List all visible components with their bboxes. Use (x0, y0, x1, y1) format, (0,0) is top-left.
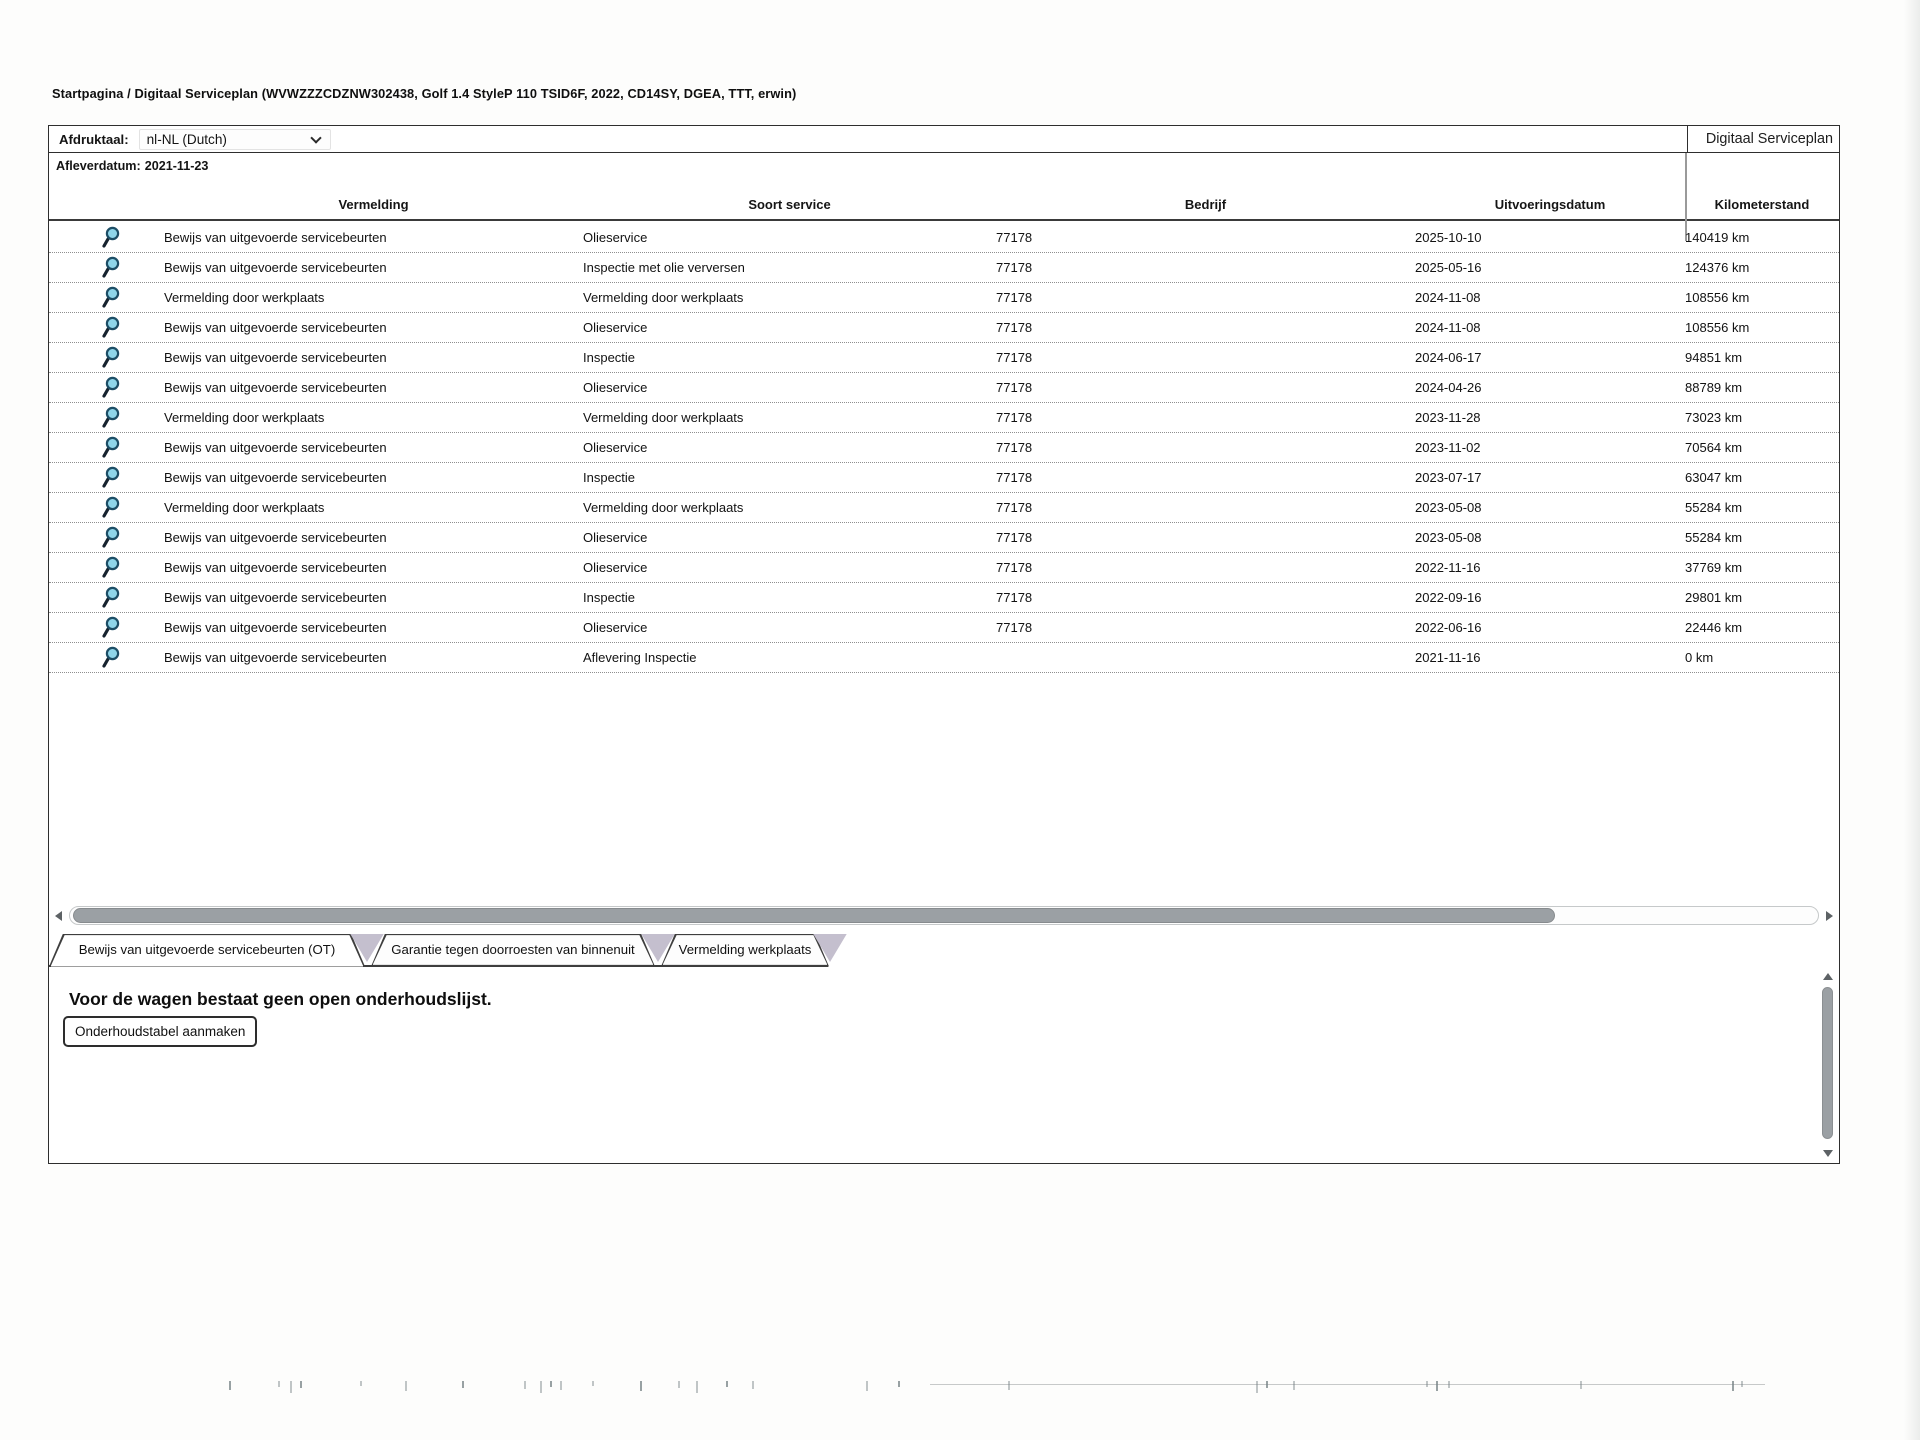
cell-bedrijf: 77178 (996, 230, 1033, 245)
horizontal-scrollbar-thumb[interactable] (73, 908, 1555, 923)
row-icon-cell (49, 286, 164, 309)
horizontal-scrollbar[interactable] (51, 904, 1837, 928)
table-row[interactable] (49, 553, 1839, 583)
print-language-select[interactable] (139, 129, 331, 150)
cell-soort-service: Inspectie (583, 590, 636, 605)
cell-soort-service: Inspectie met olie verversen (583, 260, 745, 275)
scan-artifact-tick (1008, 1381, 1010, 1390)
cell-soort-service: Olieservice (583, 530, 648, 545)
scan-artifact-tick (405, 1381, 407, 1391)
cell-soort-service: Inspectie (583, 350, 636, 365)
scan-artifact-tick (1256, 1381, 1258, 1393)
cell-bedrijf: 77178 (996, 350, 1033, 365)
cell-soort-service: Inspectie (583, 470, 636, 485)
magnifier-icon[interactable] (101, 256, 121, 279)
row-icon-cell (49, 316, 164, 339)
tab-2[interactable] (371, 934, 655, 967)
cell-vermelding: Bewijs van uitgevoerde servicebeurten (164, 380, 387, 395)
scan-artifact-tick (898, 1381, 900, 1387)
scroll-left-icon[interactable] (55, 911, 62, 921)
column-header-bedrijf[interactable]: Bedrijf (1184, 197, 1227, 212)
cell-uitvoeringsdatum: 2023-05-08 (1415, 530, 1482, 545)
cell-kilometerstand: 108556 km (1685, 290, 1750, 305)
table-row[interactable] (49, 373, 1839, 403)
table-body (49, 223, 1839, 673)
cell-bedrijf: 77178 (996, 260, 1033, 275)
row-icon-cell (49, 226, 164, 249)
cell-kilometerstand: 70564 km (1685, 440, 1743, 455)
cell-vermelding: Bewijs van uitgevoerde servicebeurten (164, 590, 387, 605)
magnifier-icon[interactable] (101, 376, 121, 399)
column-header-uitvoeringsdatum[interactable]: Uitvoeringsdatum (1494, 197, 1606, 212)
table-row[interactable] (49, 283, 1839, 313)
scan-artifact-tick (560, 1381, 562, 1390)
column-header-soort-service[interactable]: Soort service (748, 197, 831, 212)
tab-bar (49, 934, 909, 970)
table-row[interactable] (49, 523, 1839, 553)
cell-bedrijf: 77178 (996, 440, 1033, 455)
scan-artifact-tick (290, 1381, 292, 1393)
delivery-date-value: 2021-11-23 (144, 158, 209, 173)
table-row[interactable] (49, 643, 1839, 673)
print-language-value: nl-NL (Dutch) (146, 131, 227, 147)
cell-uitvoeringsdatum: 2024-04-26 (1415, 380, 1482, 395)
cell-uitvoeringsdatum: 2022-11-16 (1415, 560, 1481, 575)
cell-kilometerstand: 94851 km (1685, 350, 1743, 365)
delivery-date-label: Afleverdatum: (56, 158, 141, 173)
cell-uitvoeringsdatum: 2025-10-10 (1415, 230, 1482, 245)
cell-kilometerstand: 63047 km (1685, 470, 1743, 485)
scan-artifact-tick (1293, 1381, 1295, 1390)
magnifier-icon[interactable] (101, 286, 121, 309)
scan-artifacts (200, 1381, 1780, 1399)
tab-label: Garantie tegen doorroesten van binnenuit (391, 941, 635, 957)
horizontal-scrollbar-track[interactable] (69, 906, 1819, 925)
cell-vermelding: Vermelding door werkplaats (164, 290, 325, 305)
cell-soort-service: Olieservice (583, 320, 648, 335)
cell-soort-service: Olieservice (583, 620, 648, 635)
cell-vermelding: Vermelding door werkplaats (164, 410, 325, 425)
row-icon-cell (49, 526, 164, 549)
magnifier-icon[interactable] (101, 346, 121, 369)
cell-uitvoeringsdatum: 2023-07-17 (1415, 470, 1482, 485)
table-row[interactable] (49, 463, 1839, 493)
scan-artifact-tick (300, 1381, 302, 1388)
row-icon-cell (49, 376, 164, 399)
cell-kilometerstand: 55284 km (1685, 530, 1743, 545)
cell-vermelding: Vermelding door werkplaats (164, 500, 325, 515)
row-icon-cell (49, 586, 164, 609)
cell-uitvoeringsdatum: 2022-09-16 (1415, 590, 1482, 605)
cell-bedrijf: 77178 (996, 500, 1033, 515)
cell-kilometerstand: 88789 km (1685, 380, 1743, 395)
column-header-vermelding[interactable]: Vermelding (338, 197, 409, 212)
table-header (49, 191, 1839, 221)
breadcrumb[interactable]: Startpagina / Digitaal Serviceplan (WVWZZZCDZNW302438, Golf 1.4 StyleP 110 TSID6F, 2022, CD14SY, DGEA, TTT, erwin) (52, 86, 797, 101)
cell-vermelding: Bewijs van uitgevoerde servicebeurten (164, 230, 387, 245)
cell-soort-service: Olieservice (583, 230, 648, 245)
cell-bedrijf: 77178 (996, 560, 1033, 575)
tab-1[interactable] (49, 934, 365, 967)
scan-artifact-tick (726, 1381, 728, 1387)
cell-soort-service: Olieservice (583, 440, 648, 455)
serviceplan-panel (48, 153, 1840, 1164)
table-row[interactable] (49, 253, 1839, 283)
cell-kilometerstand: 29801 km (1685, 590, 1743, 605)
scan-artifact-tick (550, 1381, 552, 1387)
cell-soort-service: Olieservice (583, 380, 648, 395)
cell-vermelding: Bewijs van uitgevoerde servicebeurten (164, 650, 387, 665)
cell-kilometerstand: 22446 km (1685, 620, 1743, 635)
magnifier-icon[interactable] (101, 436, 121, 459)
cell-vermelding: Bewijs van uitgevoerde servicebeurten (164, 350, 387, 365)
magnifier-icon[interactable] (101, 586, 121, 609)
cell-uitvoeringsdatum: 2024-11-08 (1415, 320, 1481, 335)
cell-bedrijf: 77178 (996, 620, 1033, 635)
scan-artifact-line (930, 1384, 1765, 1385)
scan-artifact-tick (278, 1381, 280, 1387)
magnifier-icon[interactable] (101, 466, 121, 489)
row-icon-cell (49, 466, 164, 489)
cell-kilometerstand: 124376 km (1685, 260, 1750, 275)
table-row[interactable] (49, 583, 1839, 613)
cell-soort-service: Vermelding door werkplaats (583, 410, 744, 425)
cell-vermelding: Bewijs van uitgevoerde servicebeurten (164, 320, 387, 335)
cell-bedrijf: 77178 (996, 470, 1033, 485)
scan-artifact-tick (696, 1381, 698, 1393)
tab-label: Bewijs van uitgevoerde servicebeurten (OT) (78, 941, 336, 957)
table-row[interactable] (49, 493, 1839, 523)
vertical-scrollbar-thumb[interactable] (1822, 987, 1833, 1139)
cell-soort-service: Aflevering Inspectie (583, 650, 697, 665)
cell-kilometerstand: 55284 km (1685, 500, 1743, 515)
cell-uitvoeringsdatum: 2023-05-08 (1415, 500, 1482, 515)
scan-artifact-tick (540, 1381, 542, 1393)
cell-kilometerstand: 140419 km (1685, 230, 1750, 245)
scan-artifact-tick (678, 1381, 680, 1388)
cell-uitvoeringsdatum: 2022-06-16 (1415, 620, 1482, 635)
row-icon-cell (49, 556, 164, 579)
scan-artifact-tick (524, 1381, 526, 1389)
column-header-kilometerstand[interactable]: Kilometerstand (1714, 197, 1810, 212)
magnifier-icon[interactable] (101, 646, 121, 669)
no-open-maintenance-message: Voor de wagen bestaat geen open onderhoudslijst. (69, 988, 492, 1009)
row-icon-cell (49, 406, 164, 429)
cell-soort-service: Vermelding door werkplaats (583, 500, 744, 515)
cell-bedrijf: 77178 (996, 290, 1033, 305)
create-maintenance-table-button[interactable]: Onderhoudstabel aanmaken (63, 1016, 257, 1047)
cell-uitvoeringsdatum: 2023-11-02 (1415, 440, 1481, 455)
cell-vermelding: Bewijs van uitgevoerde servicebeurten (164, 470, 387, 485)
scan-artifact-tick (1448, 1381, 1450, 1388)
cell-bedrijf: 77178 (996, 410, 1033, 425)
vertical-scrollbar[interactable] (1820, 971, 1836, 1159)
table-row[interactable] (49, 613, 1839, 643)
cell-vermelding: Bewijs van uitgevoerde servicebeurten (164, 440, 387, 455)
table-row[interactable] (49, 313, 1839, 343)
cell-kilometerstand: 108556 km (1685, 320, 1750, 335)
row-icon-cell (49, 496, 164, 519)
cell-uitvoeringsdatum: 2024-11-08 (1415, 290, 1481, 305)
row-icon-cell (49, 436, 164, 459)
table-row[interactable] (49, 403, 1839, 433)
scroll-down-icon[interactable] (1823, 1150, 1833, 1157)
scan-artifact-tick (462, 1381, 464, 1388)
chevron-down-icon (310, 132, 321, 143)
header-bar (48, 125, 1840, 153)
cell-uitvoeringsdatum: 2021-11-16 (1415, 650, 1481, 665)
magnifier-icon[interactable] (101, 226, 121, 249)
magnifier-icon[interactable] (101, 316, 121, 339)
scan-artifact-tick (1436, 1381, 1438, 1391)
table-row[interactable] (49, 433, 1839, 463)
row-icon-cell (49, 256, 164, 279)
cell-bedrijf: 77178 (996, 320, 1033, 335)
scan-edge-shade (1904, 0, 1920, 1440)
scan-artifact-tick (1580, 1381, 1582, 1389)
cell-vermelding: Bewijs van uitgevoerde servicebeurten (164, 560, 387, 575)
scan-artifact-tick (1426, 1381, 1428, 1387)
scan-artifact-tick (360, 1381, 362, 1386)
cell-uitvoeringsdatum: 2023-11-28 (1415, 410, 1481, 425)
cell-soort-service: Vermelding door werkplaats (583, 290, 744, 305)
tab-label: Vermelding werkplaats (678, 941, 812, 957)
row-icon-cell (49, 346, 164, 369)
cell-bedrijf: 77178 (996, 590, 1033, 605)
table-row[interactable] (49, 343, 1839, 373)
app-title: Digitaal Serviceplan (1687, 126, 1839, 152)
cell-uitvoeringsdatum: 2024-06-17 (1415, 350, 1482, 365)
cell-bedrijf: 77178 (996, 380, 1033, 395)
table-row[interactable] (49, 223, 1839, 253)
magnifier-icon[interactable] (101, 616, 121, 639)
scroll-right-icon[interactable] (1826, 911, 1833, 921)
row-icon-cell (49, 616, 164, 639)
cell-kilometerstand: 37769 km (1685, 560, 1743, 575)
cell-vermelding: Bewijs van uitgevoerde servicebeurten (164, 260, 387, 275)
magnifier-icon[interactable] (101, 526, 121, 549)
cell-vermelding: Bewijs van uitgevoerde servicebeurten (164, 530, 387, 545)
row-icon-cell (49, 646, 164, 669)
cell-bedrijf: 77178 (996, 530, 1033, 545)
magnifier-icon[interactable] (101, 496, 121, 519)
print-language-label: Afdruktaal: (59, 131, 129, 147)
cell-kilometerstand: 0 km (1685, 650, 1714, 665)
scan-artifact-tick (592, 1381, 594, 1386)
cell-uitvoeringsdatum: 2025-05-16 (1415, 260, 1482, 275)
scan-artifact-tick (752, 1381, 754, 1389)
cell-soort-service: Olieservice (583, 560, 648, 575)
cell-vermelding: Bewijs van uitgevoerde servicebeurten (164, 620, 387, 635)
scroll-up-icon[interactable] (1823, 973, 1833, 980)
tab-3[interactable] (661, 934, 829, 967)
scan-artifact-tick (640, 1381, 642, 1391)
scan-artifact-tick (1266, 1381, 1268, 1388)
scan-artifact-tick (866, 1381, 868, 1391)
scan-artifact-tick (229, 1381, 231, 1390)
scan-artifact-tick (1741, 1381, 1743, 1387)
magnifier-icon[interactable] (101, 556, 121, 579)
delivery-date (56, 159, 208, 173)
magnifier-icon[interactable] (101, 406, 121, 429)
cell-kilometerstand: 73023 km (1685, 410, 1743, 425)
scan-artifact-tick (1732, 1381, 1734, 1391)
